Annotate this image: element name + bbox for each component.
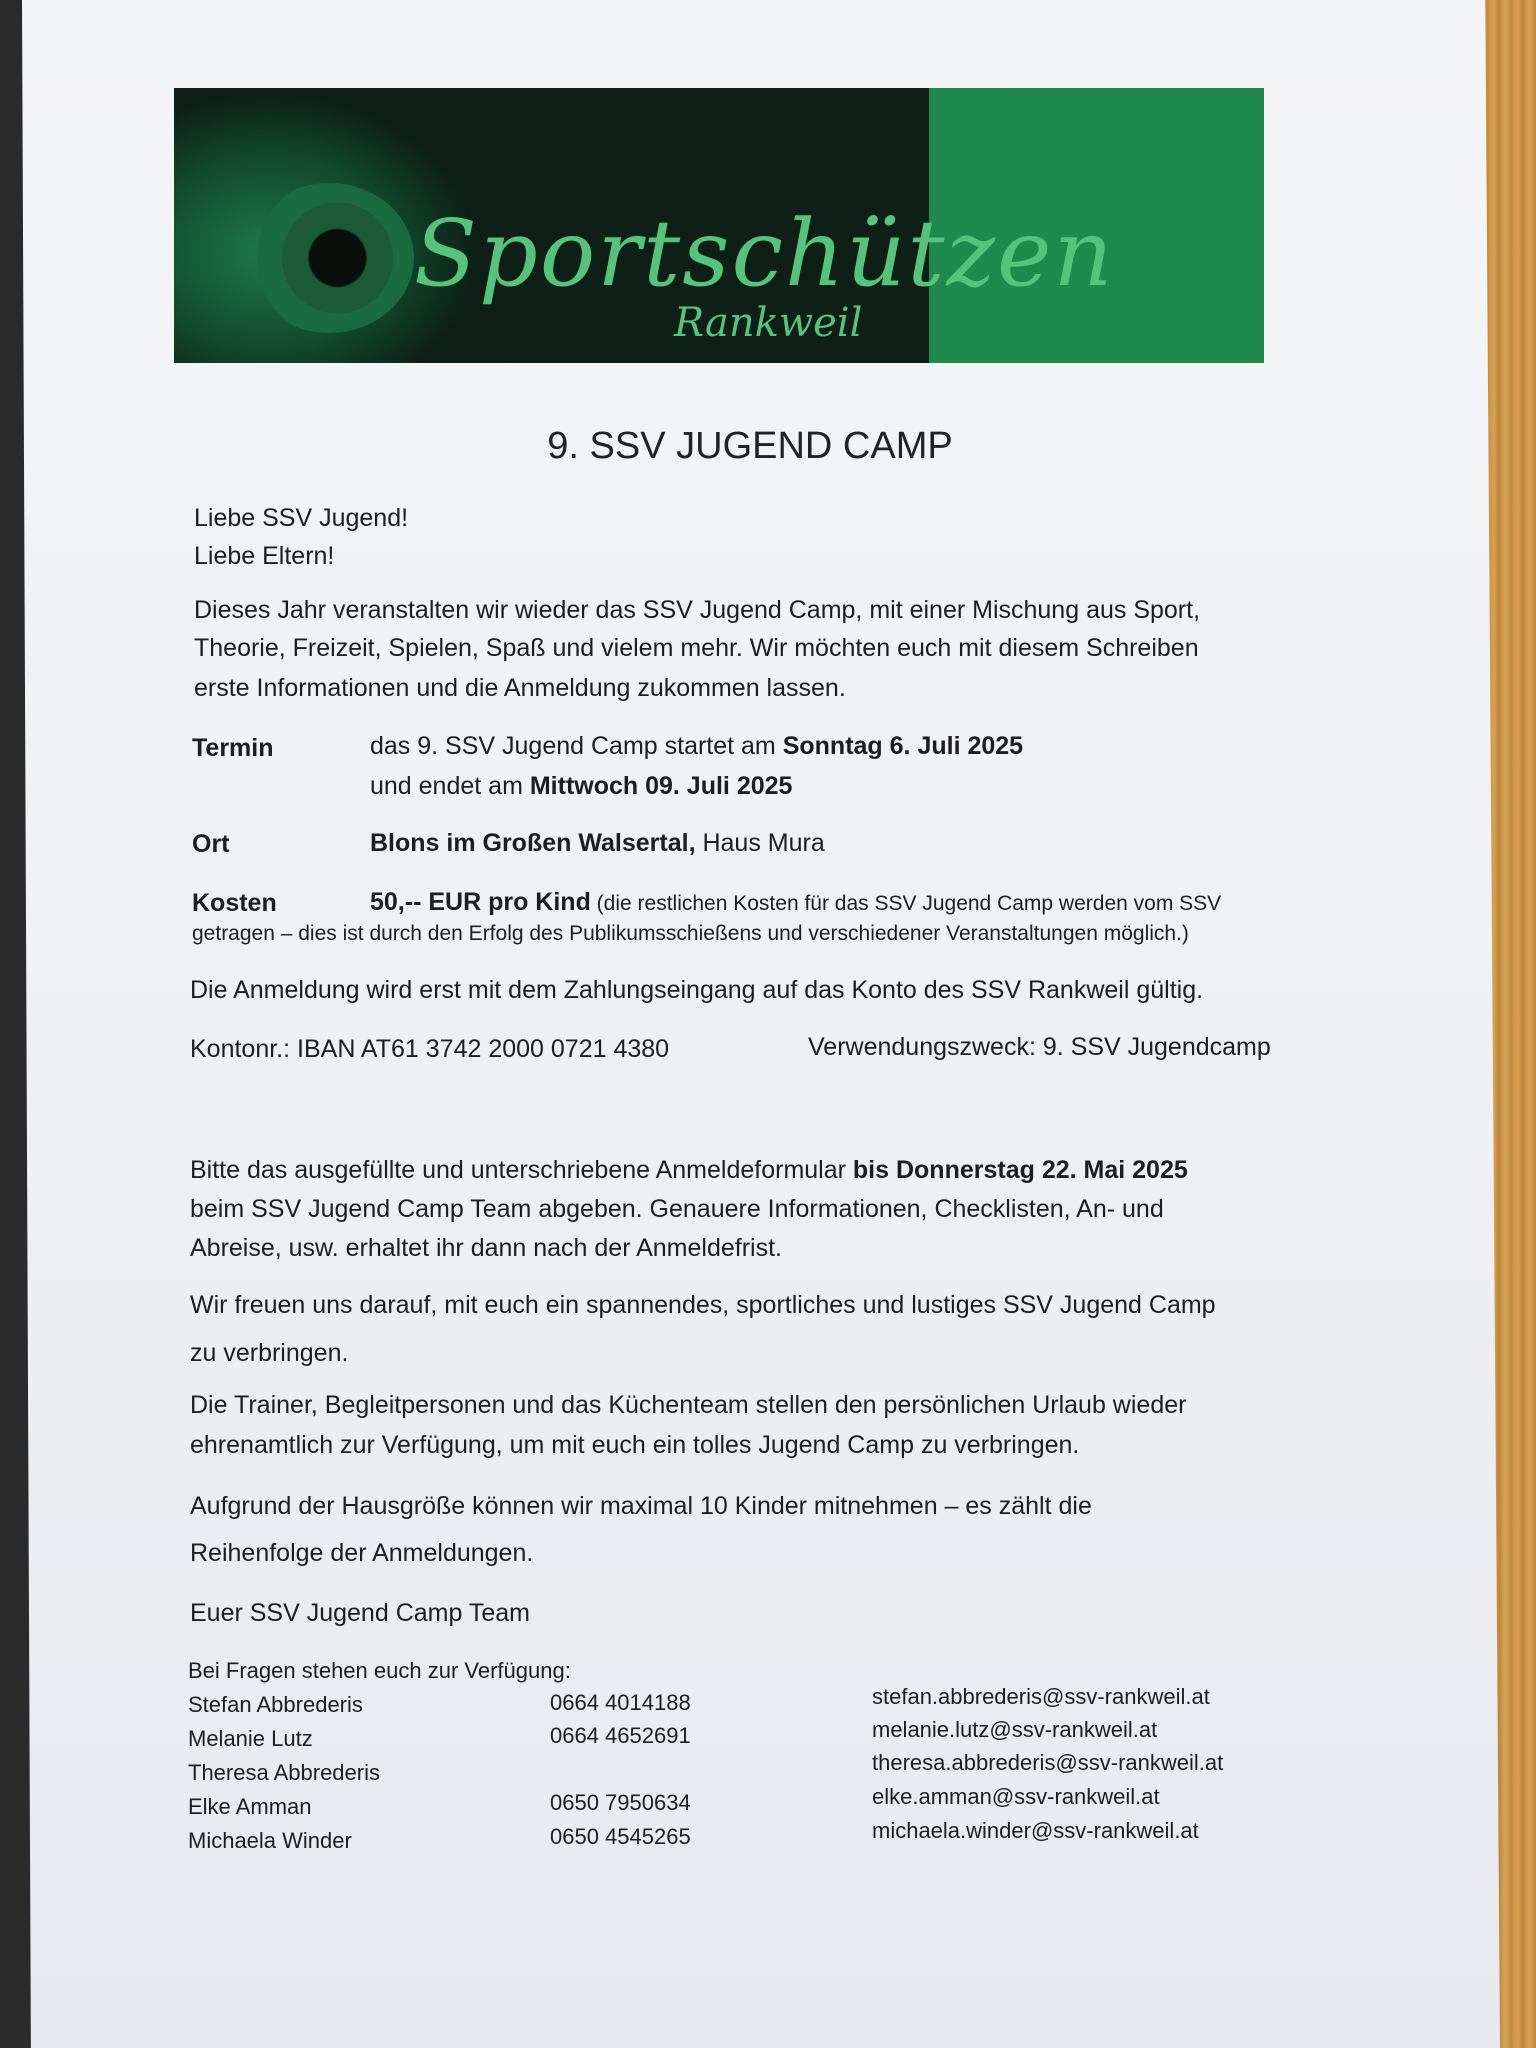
freuen-line-2: zu verbringen. xyxy=(190,1339,349,1367)
intro-line-2: Theorie, Freizeit, Spielen, Spaß und vielem mehr. Wir möchten euch mit diesem Schreiben xyxy=(194,634,1199,662)
termin-end-text: und endet am xyxy=(370,772,530,800)
payment-note: Die Anmeldung wird erst mit dem Zahlungseingang auf das Konto des SSV Rankweil gültig. xyxy=(190,976,1204,1004)
contact-phone: 0664 4652691 xyxy=(550,1723,691,1748)
termin-start-text: das 9. SSV Jugend Camp startet am xyxy=(370,732,783,760)
contact-email[interactable]: stefan.abbrederis@ssv-rankweil.at xyxy=(872,1684,1210,1709)
contact-name: Theresa Abbrederis xyxy=(188,1760,380,1785)
payment-reference: Verwendungszweck: 9. SSV Jugendcamp xyxy=(808,1033,1271,1061)
haus-line-1: Aufgrund der Hausgröße können wir maximal 10 Kinder mitnehmen – es zählt die xyxy=(190,1492,1092,1520)
ort-label: Ort xyxy=(192,830,230,858)
termin-label: Termin xyxy=(192,734,274,762)
trainer-line-2: ehrenamtlich zur Verfügung, um mit euch ein tolles Jugend Camp zu verbringen. xyxy=(190,1431,1080,1459)
ort-house: Haus Mura xyxy=(695,829,825,857)
intro-line-1: Dieses Jahr veranstalten wir wieder das SSV Jugend Camp, mit einer Mischung aus Sport, xyxy=(194,596,1201,624)
logo-sub-text: Rankweil xyxy=(674,300,863,346)
contact-phone: 0650 7950634 xyxy=(550,1790,691,1815)
ort-place: Blons im Großen Walsertal, xyxy=(370,829,696,857)
termin-line-1 xyxy=(370,727,1023,765)
trainer-line-1: Die Trainer, Begleitpersonen und das Küchenteam stellen den persönlichen Urlaub wieder xyxy=(190,1391,1187,1419)
termin-end-date: Mittwoch 09. Juli 2025 xyxy=(529,772,793,800)
contact-phone: 0650 4545265 xyxy=(550,1824,691,1849)
signature: Euer SSV Jugend Camp Team xyxy=(190,1599,531,1627)
kosten-note-2: getragen – dies ist durch den Erfolg des Publikumsschießens und verschiedener Veranstaltungen möglich.) xyxy=(192,922,1189,945)
contact-email[interactable]: elke.amman@ssv-rankweil.at xyxy=(872,1784,1160,1809)
kosten-note-1: (die restlichen Kosten für das SSV Jugend Camp werden vom SSV xyxy=(590,892,1222,915)
deadline-date: bis Donnerstag 22. Mai 2025 xyxy=(852,1156,1188,1184)
contact-email[interactable]: michaela.winder@ssv-rankweil.at xyxy=(872,1818,1199,1843)
contact-phone: 0664 4014188 xyxy=(550,1690,691,1715)
iban: Kontonr.: IBAN AT61 3742 2000 0721 4380 xyxy=(190,1035,670,1063)
contacts-heading: Bei Fragen stehen euch zur Verfügung: xyxy=(188,1658,571,1683)
club-banner xyxy=(174,88,1264,363)
contact-email[interactable]: theresa.abbrederis@ssv-rankweil.at xyxy=(872,1750,1224,1775)
contact-name: Michaela Winder xyxy=(188,1828,352,1853)
termin-line-2 xyxy=(370,767,792,805)
deadline-line-2: beim SSV Jugend Camp Team abgeben. Genauere Informationen, Checklisten, An- und xyxy=(190,1195,1164,1223)
greeting-line-2: Liebe Eltern! xyxy=(194,542,335,570)
kosten-amount: 50,-- EUR pro Kind xyxy=(370,888,591,916)
contact-name: Stefan Abbrederis xyxy=(188,1692,363,1717)
haus-line-2: Reihenfolge der Anmeldungen. xyxy=(190,1539,534,1567)
ort-value xyxy=(370,824,825,862)
deadline-line-3: Abreise, usw. erhaltet ihr dann nach der Anmeldefrist. xyxy=(190,1234,782,1262)
termin-start-date: Sonntag 6. Juli 2025 xyxy=(782,732,1024,760)
freuen-line-1: Wir freuen uns darauf, mit euch ein spannendes, sportliches und lustiges SSV Jugend Camp xyxy=(190,1291,1216,1319)
contact-email[interactable]: melanie.lutz@ssv-rankweil.at xyxy=(872,1717,1158,1742)
deadline-line-1 xyxy=(190,1151,1188,1189)
contact-name: Elke Amman xyxy=(188,1794,312,1819)
greeting-line-1: Liebe SSV Jugend! xyxy=(194,504,409,532)
logo-script-text: Sportschützen xyxy=(414,200,1115,307)
kosten-label: Kosten xyxy=(192,889,277,917)
banner-logo-panel xyxy=(174,88,1115,363)
intro-line-3: erste Informationen und die Anmeldung zukommen lassen. xyxy=(194,674,846,702)
contact-name: Melanie Lutz xyxy=(188,1726,313,1751)
page-title: 9. SSV JUGEND CAMP xyxy=(547,425,953,467)
deadline-text: Bitte das ausgefüllte und unterschriebene Anmeldeformular xyxy=(190,1156,853,1184)
eye-graphic xyxy=(244,183,414,333)
